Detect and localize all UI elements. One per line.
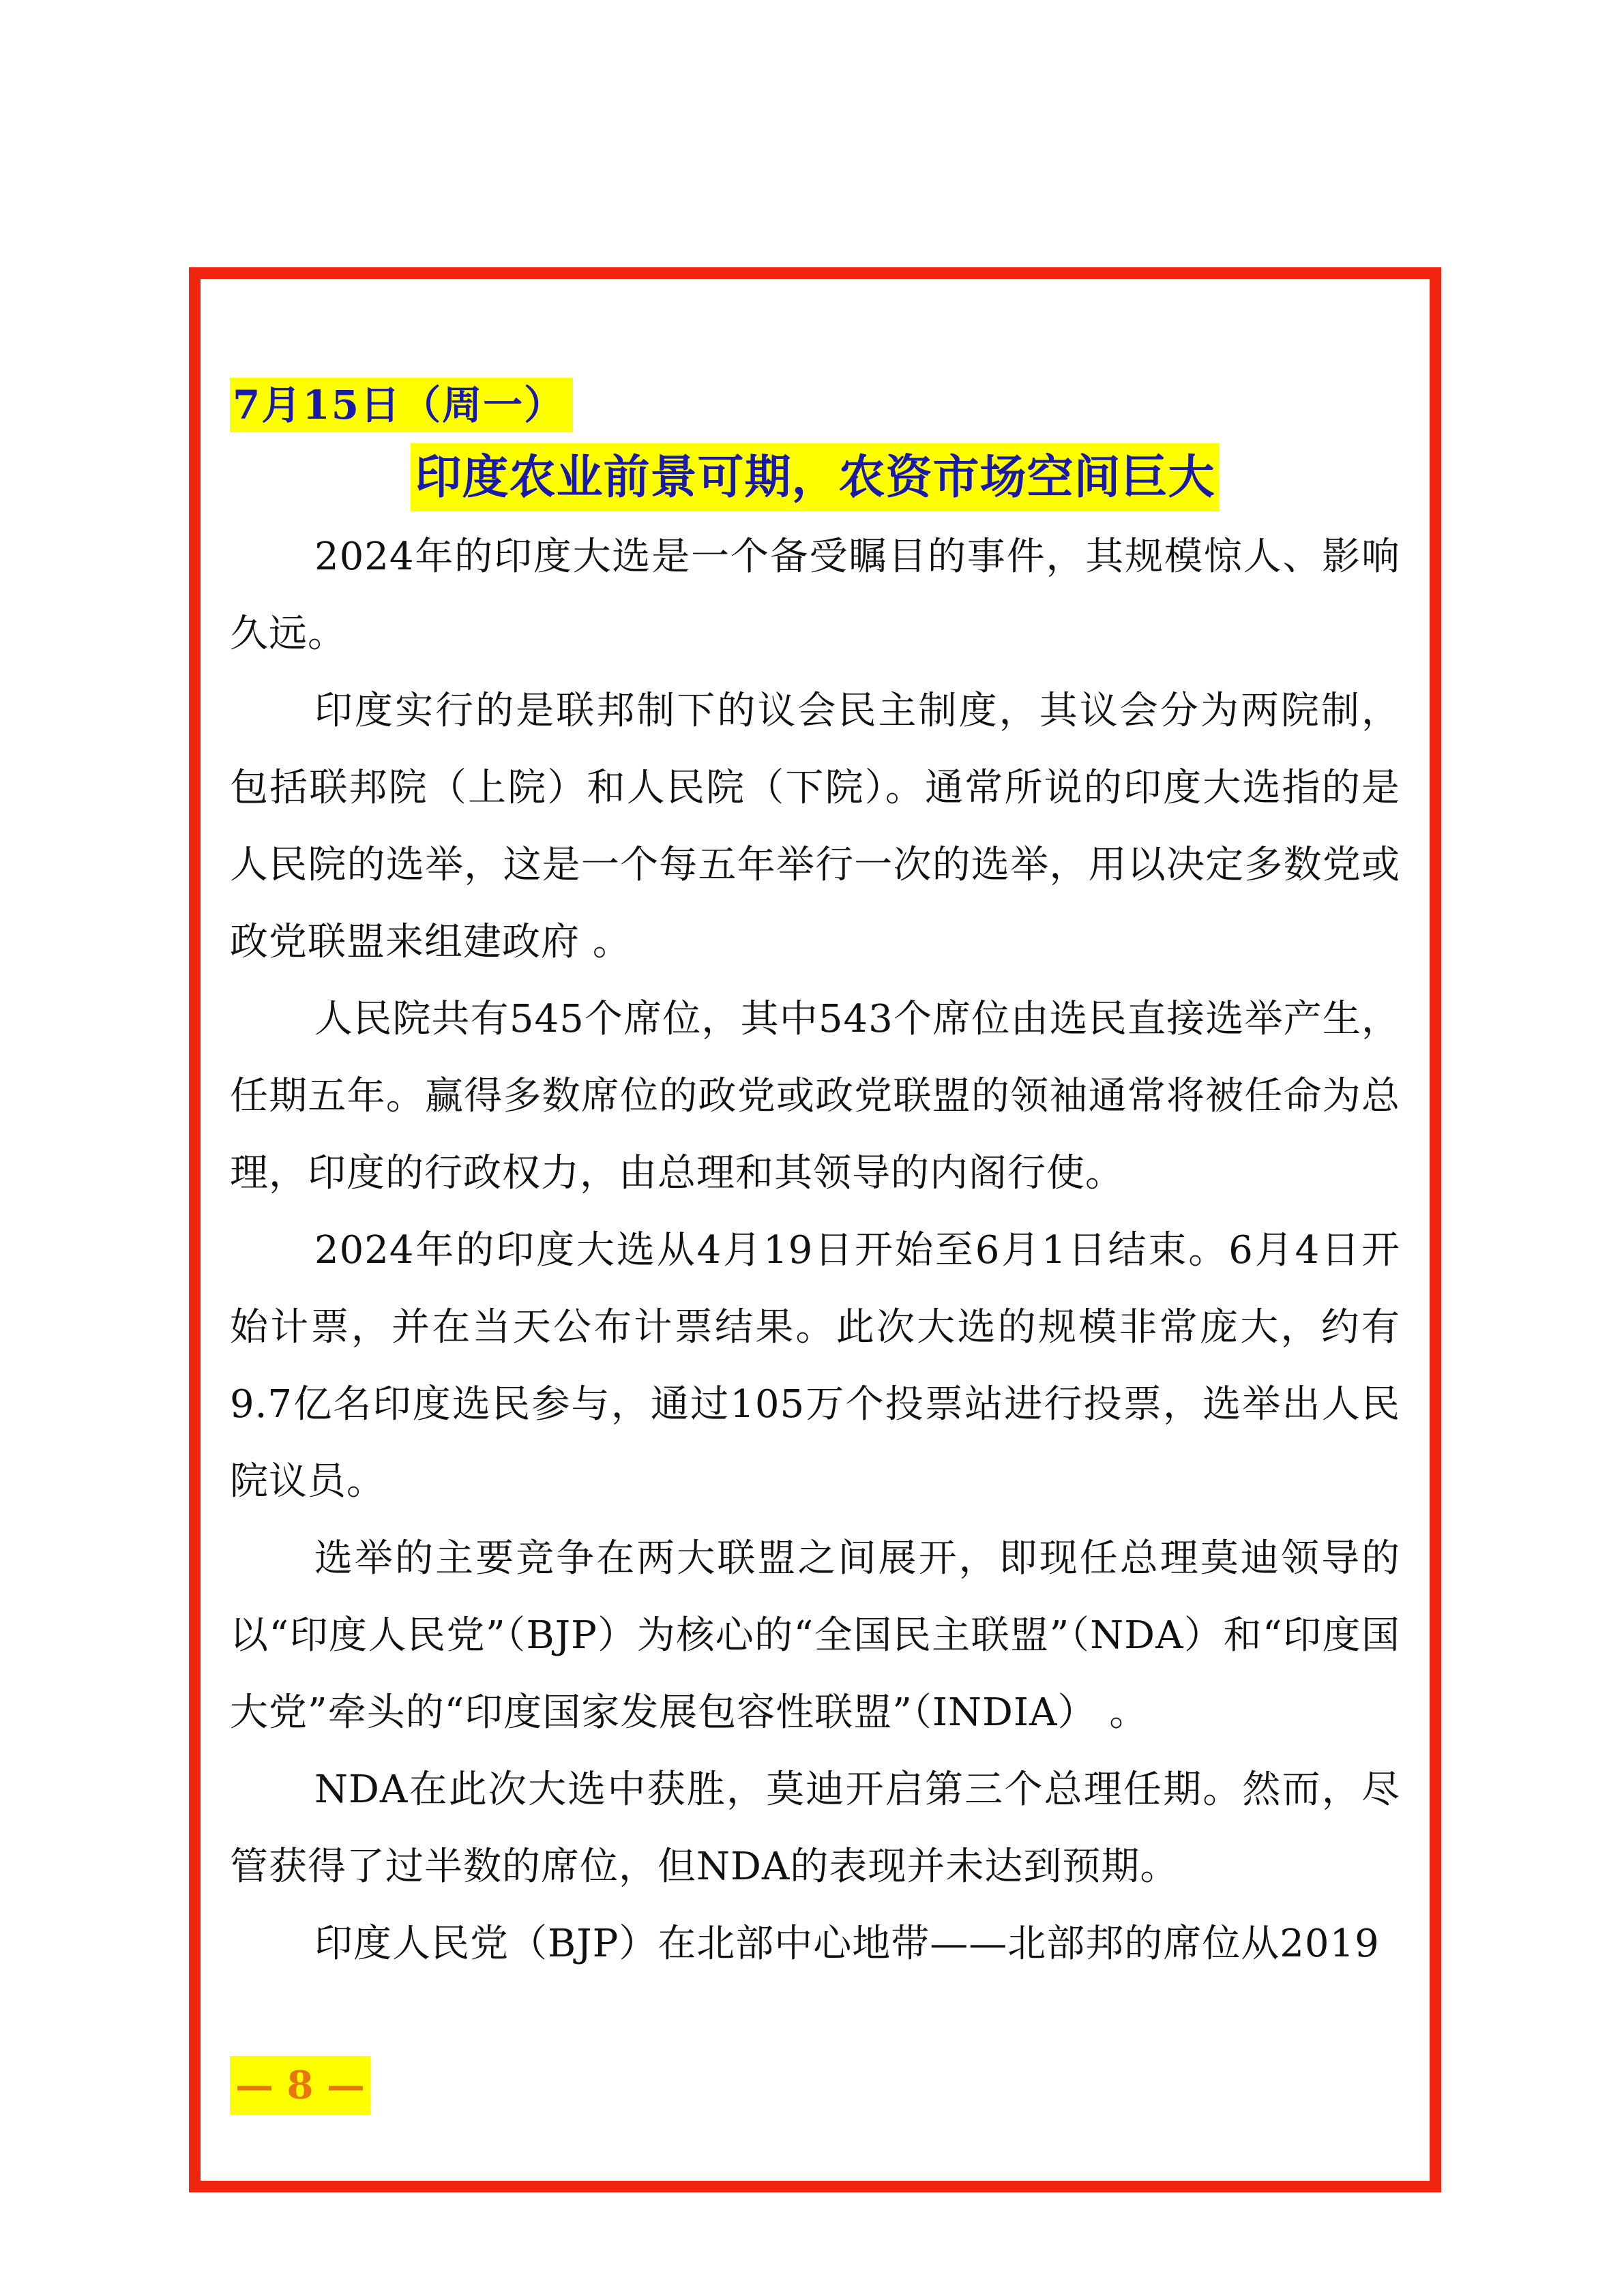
paragraph: 印度人民党（BJP）在北部中心地带——北部邦的席位从2019 [314, 1922, 1380, 1966]
paragraph: 印度实行的是联邦制下的议会民主制度，其议会分为两院制，包括联邦院（上院）和人民院（下院）。通常所说的印度大选指的是人民院的选举，这是一个每五年举行一次的选举，用以决定多数党或政党联盟来组建政府 。 [230, 689, 1400, 964]
date-heading: 7月15日（周一） [230, 378, 573, 432]
paragraph: 2024年的印度大选是一个备受瞩目的事件，其规模惊人、影响久远。 [230, 535, 1400, 656]
page-number: — 8 — [230, 2056, 370, 2115]
red-page-frame [189, 267, 1441, 2192]
paragraph: NDA在此次大选中获胜，莫迪开启第三个总理任期。然而，尽管获得了过半数的席位，但NDA的表现并未达到预期。 [230, 1768, 1400, 1889]
article-body [230, 518, 1400, 1982]
date-row [230, 378, 1400, 432]
paragraph: 选举的主要竞争在两大联盟之间展开，即现任总理莫迪领导的以“印度人民党”（BJP）为核心的“全国民主联盟”（NDA）和“印度国大党”牵头的“印度国家发展包容性联盟”（INDIA） 。 [230, 1536, 1400, 1735]
paragraph: 人民院共有545个席位，其中543个席位由选民直接选举产生，任期五年。赢得多数席位的政党或政党联盟的领袖通常将被任命为总理，印度的行政权力，由总理和其领导的内阁行使。 [230, 997, 1400, 1195]
article-title: 印度农业前景可期，农资市场空间巨大 [411, 443, 1219, 511]
paragraph: 2024年的印度大选从4月19日开始至6月1日结束。6月4日开始计票，并在当天公布计票结果。此次大选的规模非常庞大，约有9.7亿名印度选民参与，通过105万个投票站进行投票，选举出人民院议员。 [230, 1228, 1400, 1504]
title-row [230, 443, 1400, 511]
document-content [230, 378, 1400, 1982]
